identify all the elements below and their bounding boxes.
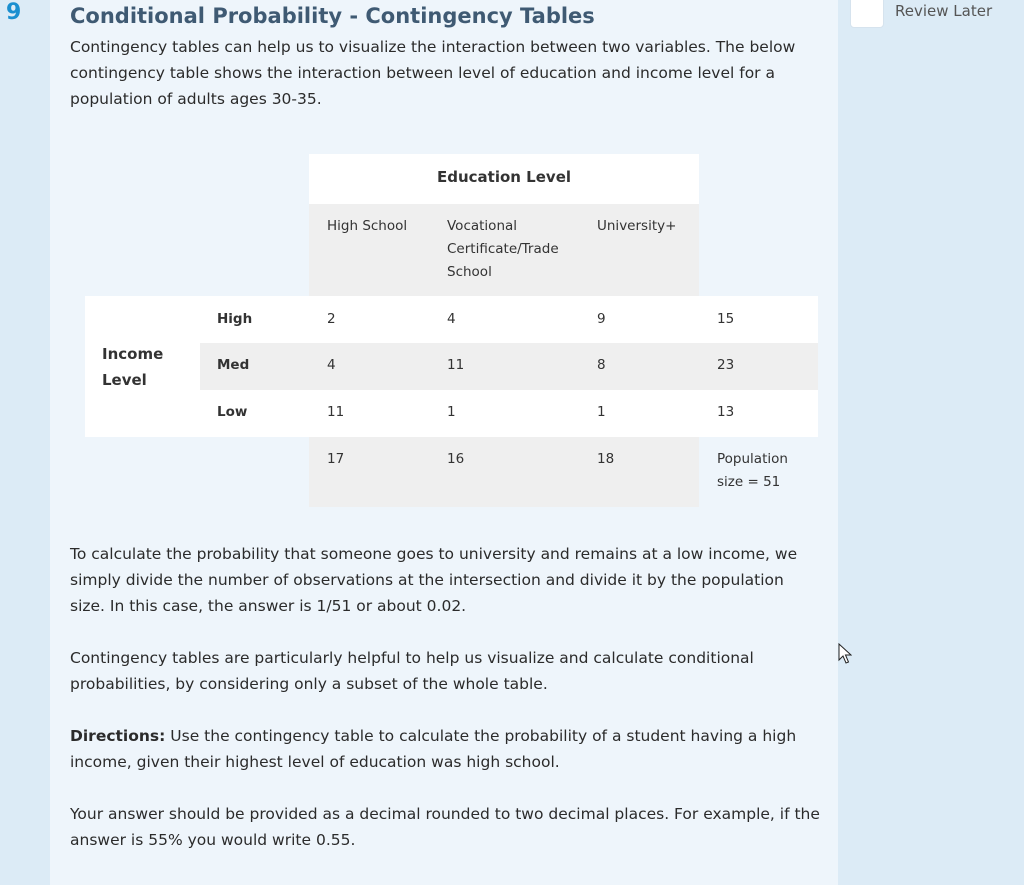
answer-format-text: Your answer should be provided as a decimal rounded to two decimal places. For example, if the answer is 55% you would write 0.55.	[70, 805, 820, 849]
column-group-title: Education Level	[309, 154, 699, 204]
table-cell: 11	[447, 357, 465, 373]
column-total: 16	[447, 451, 465, 467]
row-total: 23	[717, 357, 735, 373]
table-cell: 8	[597, 357, 606, 373]
directions-text	[70, 723, 820, 775]
column-header: University+	[597, 218, 677, 234]
review-later-label[interactable]: Review Later	[895, 2, 993, 20]
table-cell: 1	[447, 404, 456, 420]
column-total: 17	[327, 451, 345, 467]
mouse-cursor-icon	[838, 643, 852, 665]
table-cell: 11	[327, 404, 345, 420]
row-total: 15	[717, 311, 735, 327]
table-cell: 2	[327, 311, 336, 327]
table-cell: 1	[597, 404, 606, 420]
directions-body: Use the contingency table to calculate the probability of a student having a high income, given their highest level of education was high school.	[70, 727, 797, 771]
row-label: Med	[217, 357, 250, 373]
directions-label: Directions:	[70, 727, 166, 745]
question-number: 9	[6, 0, 22, 25]
helpful-text: Contingency tables are particularly helpful to help us visualize and calculate conditional probabilities, by considering only a subset of the whole table.	[70, 649, 754, 693]
question-title: Conditional Probability - Contingency Tables	[70, 4, 595, 28]
table-cell: 9	[597, 311, 606, 327]
intro-text: Contingency tables can help us to visualize the interaction between two variables. The below contingency table shows the interaction between level of education and income level for a population of adults ages 30-35.	[70, 38, 796, 108]
left-margin	[0, 0, 50, 885]
column-header: Vocational Certificate/Trade School	[447, 218, 559, 280]
right-column	[838, 0, 1024, 885]
column-total: 18	[597, 451, 615, 467]
row-total: 13	[717, 404, 735, 420]
explanation-text: To calculate the probability that someone goes to university and remains at a low income, we simply divide the number of observations at the intersection and divide it by the population size. In this case, the answer is 1/51 or about 0.02.	[70, 545, 798, 615]
column-header: High School	[327, 218, 408, 234]
table-cell: 4	[447, 311, 456, 327]
row-group-title: Income Level	[102, 345, 164, 389]
population-size: Population size = 51	[717, 451, 788, 490]
table-cell: 4	[327, 357, 336, 373]
review-later-checkbox[interactable]	[850, 0, 884, 28]
column-totals-row	[309, 437, 699, 507]
row-label: High	[217, 311, 253, 327]
row-label: Low	[217, 404, 248, 420]
